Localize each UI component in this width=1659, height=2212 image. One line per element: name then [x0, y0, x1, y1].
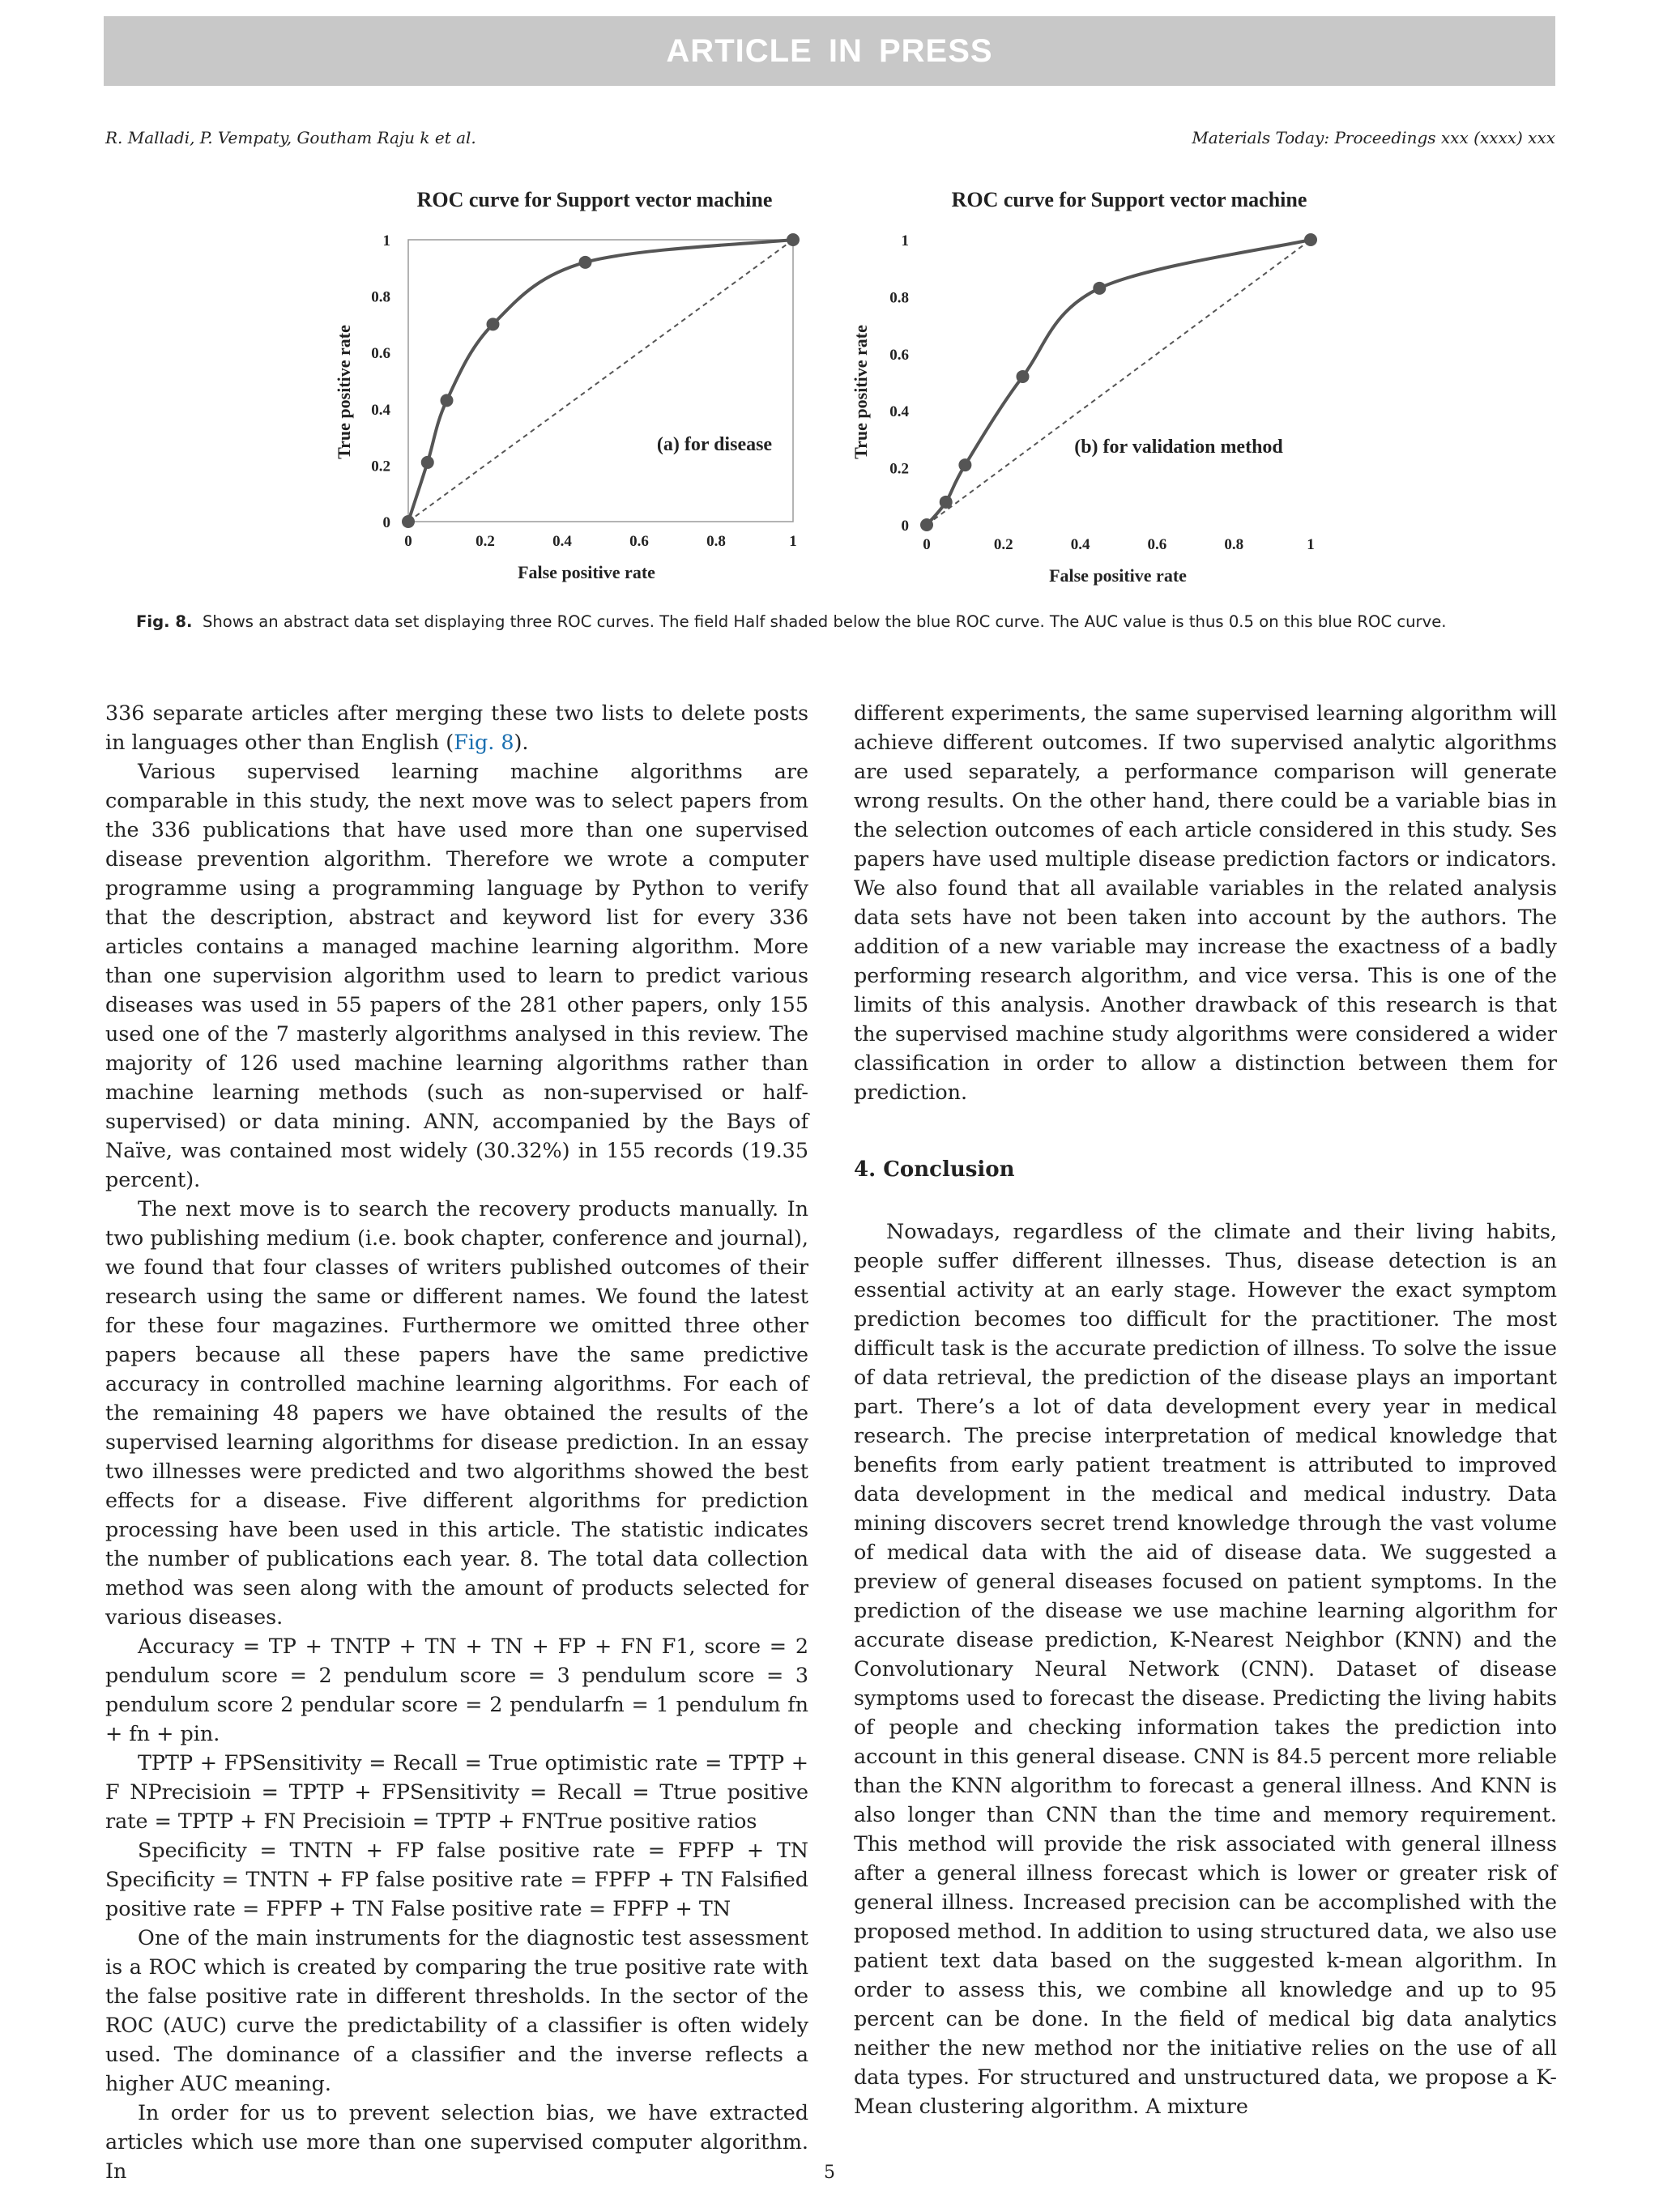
paragraph: The next move is to search the recovery products manually. In two publishing medium (i.e. book chapter, conference and journal), we found that four classes of writers published outcomes of their research using the same or different names. We found the latest for these four magazines. Furthermore we omitted three other papers because all these papers have the same predictive accuracy in controlled machine learning algorithms. For each of the remaining 48 papers we have obtained the results of the supervised learning algorithms for disease prediction. In an essay two illnesses were predicted and two algorithms showed the best effects for a disease. Five different algorithms for prediction processing have been used in this article. The statistic indicates the number of publications each year. 8. The total data collection method was seen along with the amount of products selected for various diseases. — [105, 1196, 808, 1629]
chart-a-ylabel: True positive rate — [334, 325, 354, 459]
chart-b-data-point — [1304, 233, 1317, 246]
chart-a-ytick-label: 0.4 — [371, 401, 390, 419]
paragraph-text: 336 separate articles after merging these two lists to delete posts in languages other than English ( — [105, 701, 808, 754]
chart-a-xtick-label: 0 — [404, 533, 412, 550]
chart-b-ylabel: True positive rate — [851, 325, 871, 459]
chart-a-ytick-label: 0.2 — [371, 458, 390, 475]
roc-chart-validation — [851, 188, 1317, 586]
chart-a-xtick-label: 0.8 — [706, 533, 726, 550]
figure-8-roc-curves — [0, 0, 1659, 599]
paragraph: different experiments, the same supervised learning algorithm will achieve different outcomes. If two supervised analytic algorithms are used separately, a performance comparison will generate wrong results. On the other hand, there could be a variable bias in the selection outcomes of each article considered in this study. Ses papers have used multiple disease prediction factors or indicators. We also found that all available variables in the related analysis data sets have not been taken into account by the authors. The addition of a new variable may increase the exactness of a badly performing research algorithm, and vice versa. This is one of the limits of this analysis. Another drawback of this research is that the supervised machine study algorithms were considered a wider classification in order to allow a distinction between them for prediction. — [854, 701, 1557, 1104]
chart-b-data-point — [1093, 282, 1106, 295]
chart-b-xtick-label: 1 — [1307, 536, 1315, 553]
chart-a-diagonal-line — [408, 240, 793, 522]
chart-b-data-point — [920, 518, 933, 531]
chart-b-xtick-label: 0.6 — [1147, 536, 1167, 553]
left-column — [105, 698, 808, 2185]
chart-b-xtick-label: 0.4 — [1070, 536, 1090, 553]
chart-a-data-point — [441, 394, 454, 407]
page-number: 5 — [824, 2163, 835, 2183]
chart-a-data-point — [579, 256, 592, 269]
chart-a-data-point — [402, 515, 415, 528]
chart-a-xtick-label: 0.4 — [552, 533, 572, 550]
chart-b-ytick-label: 0.8 — [889, 289, 909, 307]
paragraph — [105, 698, 808, 757]
chart-a-ytick-label: 1 — [382, 232, 390, 249]
chart-a-ytick-label: 0.8 — [371, 288, 390, 306]
chart-b-annotation: (b) for validation method — [1074, 437, 1283, 458]
chart-b-data-point — [1017, 370, 1030, 383]
paragraph: Nowadays, regardless of the climate and their living habits, people suffer different illnesses. Thus, disease detection is an essential activity at an early stage. However the exact symptom prediction becomes too difficult for the practitioner. The most difficult task is the accurate prediction of illness. To solve the issue of data retrieval, the prediction of the disease plays an important part. There’s a lot of data development every year in medical research. The precise interpretation of medical knowledge that benefits from early patient treatment is attributed to improved data development in the medical and medical industry. Data mining discovers secret trend knowledge through the vast volume of medical data with the aid of disease data. We suggested a preview of general diseases focused on patient symptoms. In the prediction of the disease we use machine learning algorithm for accurate disease prediction, K-Nearest Neighbor (KNN) and the Convolutionary Neural Network (CNN). Dataset of disease symptoms used to forecast the disease. Predicting the living habits of people and checking information takes the prediction into account in this general disease. CNN is 84.5 percent more reliable than the KNN algorithm to forecast a general illness. And KNN is also longer than CNN than the time and memory requirement. This method will provide the risk associated with general illness after a general illness forecast which is lower or greater risk of general illness. Increased precision can be accomplished with the proposed method. In addition to using structured data, we also use patient text data based on the suggested k-mean algorithm. In order to assess this, we combine all knowledge and up to 95 percent can be done. In the field of medical big data analytics neither the new method nor the initiative relies on the use of all data types. For structured and unstructured data, we propose a K-Mean clustering algorithm. A mixture — [854, 1219, 1557, 2118]
caption-label: Fig. 8. — [136, 612, 193, 631]
figure-8-link[interactable]: Fig. 8 — [454, 730, 514, 754]
paragraph: Various supervised learning machine algorithms are comparable in this study, the next move was to select papers from the 336 publications that have used more than one supervised disease prevention algorithm. Therefore we wrote a computer programme using a programming language by Python to verify that the description, abstract and keyword list for every 336 articles contains a managed machine learning algorithm. More than one supervision algorithm used to learn to predict various diseases was used in 55 papers of the 281 other papers, only 155 used one of the 7 masterly algorithms analysed in this review. The majority of 126 used machine learning algorithms rather than machine learning methods (such as non-supervised or half-supervised) or data mining. ANN, accompanied by the Bays of Naïve, was contained most widely (30.32%) in 155 records (19.35 percent). — [105, 759, 808, 1191]
chart-b-xlabel: False positive rate — [1049, 565, 1187, 586]
chart-b-xtick-label: 0.8 — [1224, 536, 1244, 553]
chart-a-xtick-label: 0.2 — [476, 533, 495, 550]
formula-paragraph: Accuracy = TP + TNTP + TN + TN + FP + FN F1, score = 2 pendulum score = 2 pendulum score = 3 pendulum score = 3 pendulum score 2 pendular score = 2 pendularfn = 1 pendulum fn + fn + pin. — [105, 1634, 808, 1745]
paragraph: One of the main instruments for the diagnostic test assessment is a ROC which is created by comparing the true positive rate with the false positive rate in different thresholds. In the sector of the ROC (AUC) curve the predictability of a classifier is often widely used. The dominance of a classifier and the inverse reflects a higher AUC meaning. — [105, 1925, 808, 2095]
article-in-press-banner: ARTICLE IN PRESS — [104, 16, 1555, 86]
chart-b-ytick-label: 0.6 — [889, 346, 909, 364]
chart-a-xtick-label: 0.6 — [629, 533, 649, 550]
running-header-journal: Materials Today: Proceedings xxx (xxxx) xxx — [1192, 128, 1555, 147]
chart-b-ytick-label: 0.4 — [889, 403, 909, 421]
chart-b-ytick-label: 0 — [901, 518, 909, 535]
chart-b-xtick-label: 0.2 — [993, 536, 1013, 553]
formula-paragraph: TPTP + FPSensitivity = Recall = True optimistic rate = TPTP + F NPrecisioin = TPTP + FPSensitivity = Recall = Ttrue positive rate = TPTP + FN Precisioin = TPTP + FNTrue positive ratios — [105, 1750, 808, 1833]
caption-text: Shows an abstract data set displaying three ROC curves. The field Half shaded below the blue ROC curve. The AUC value is thus 0.5 on this blue ROC curve. — [202, 612, 1447, 631]
running-header-authors: R. Malladi, P. Vempaty, Goutham Raju k et al. — [105, 128, 476, 147]
chart-a-ytick-label: 0 — [382, 514, 390, 531]
section-heading: 4. Conclusion — [854, 1157, 1015, 1182]
roc-chart-disease — [334, 188, 800, 582]
chart-a-data-point — [787, 233, 800, 246]
chart-a-ytick-label: 0.6 — [371, 345, 390, 363]
chart-a-xlabel: False positive rate — [518, 562, 655, 582]
figure-caption — [136, 612, 1546, 631]
chart-b-diagonal-line — [927, 240, 1311, 525]
chart-b-xtick-label: 0 — [923, 536, 931, 553]
chart-a-title: ROC curve for Support vector machine — [416, 188, 773, 211]
right-column — [854, 698, 1557, 2120]
chart-b-ytick-label: 1 — [901, 232, 909, 249]
chart-a-xtick-label: 1 — [789, 533, 797, 550]
chart-a-data-point — [487, 318, 500, 330]
formula-paragraph: Specificity = TNTN + FP false positive rate = FPFP + TN Specificity = TNTN + FP false positive rate = FPFP + TN Falsified positive rate = FPFP + TN False positive rate = FPFP + TN — [105, 1838, 808, 1920]
paragraph-text: ). — [514, 730, 529, 754]
chart-b-data-point — [940, 496, 953, 509]
chart-a-data-point — [421, 456, 434, 469]
chart-b-data-point — [958, 458, 971, 471]
chart-a-annotation: (a) for disease — [656, 434, 773, 455]
chart-b-ytick-label: 0.2 — [889, 460, 909, 478]
chart-b-title: ROC curve for Support vector machine — [951, 188, 1307, 211]
paragraph: In order for us to prevent selection bias, we have extracted articles which use more than one supervised computer algorithm. In — [105, 2100, 808, 2183]
